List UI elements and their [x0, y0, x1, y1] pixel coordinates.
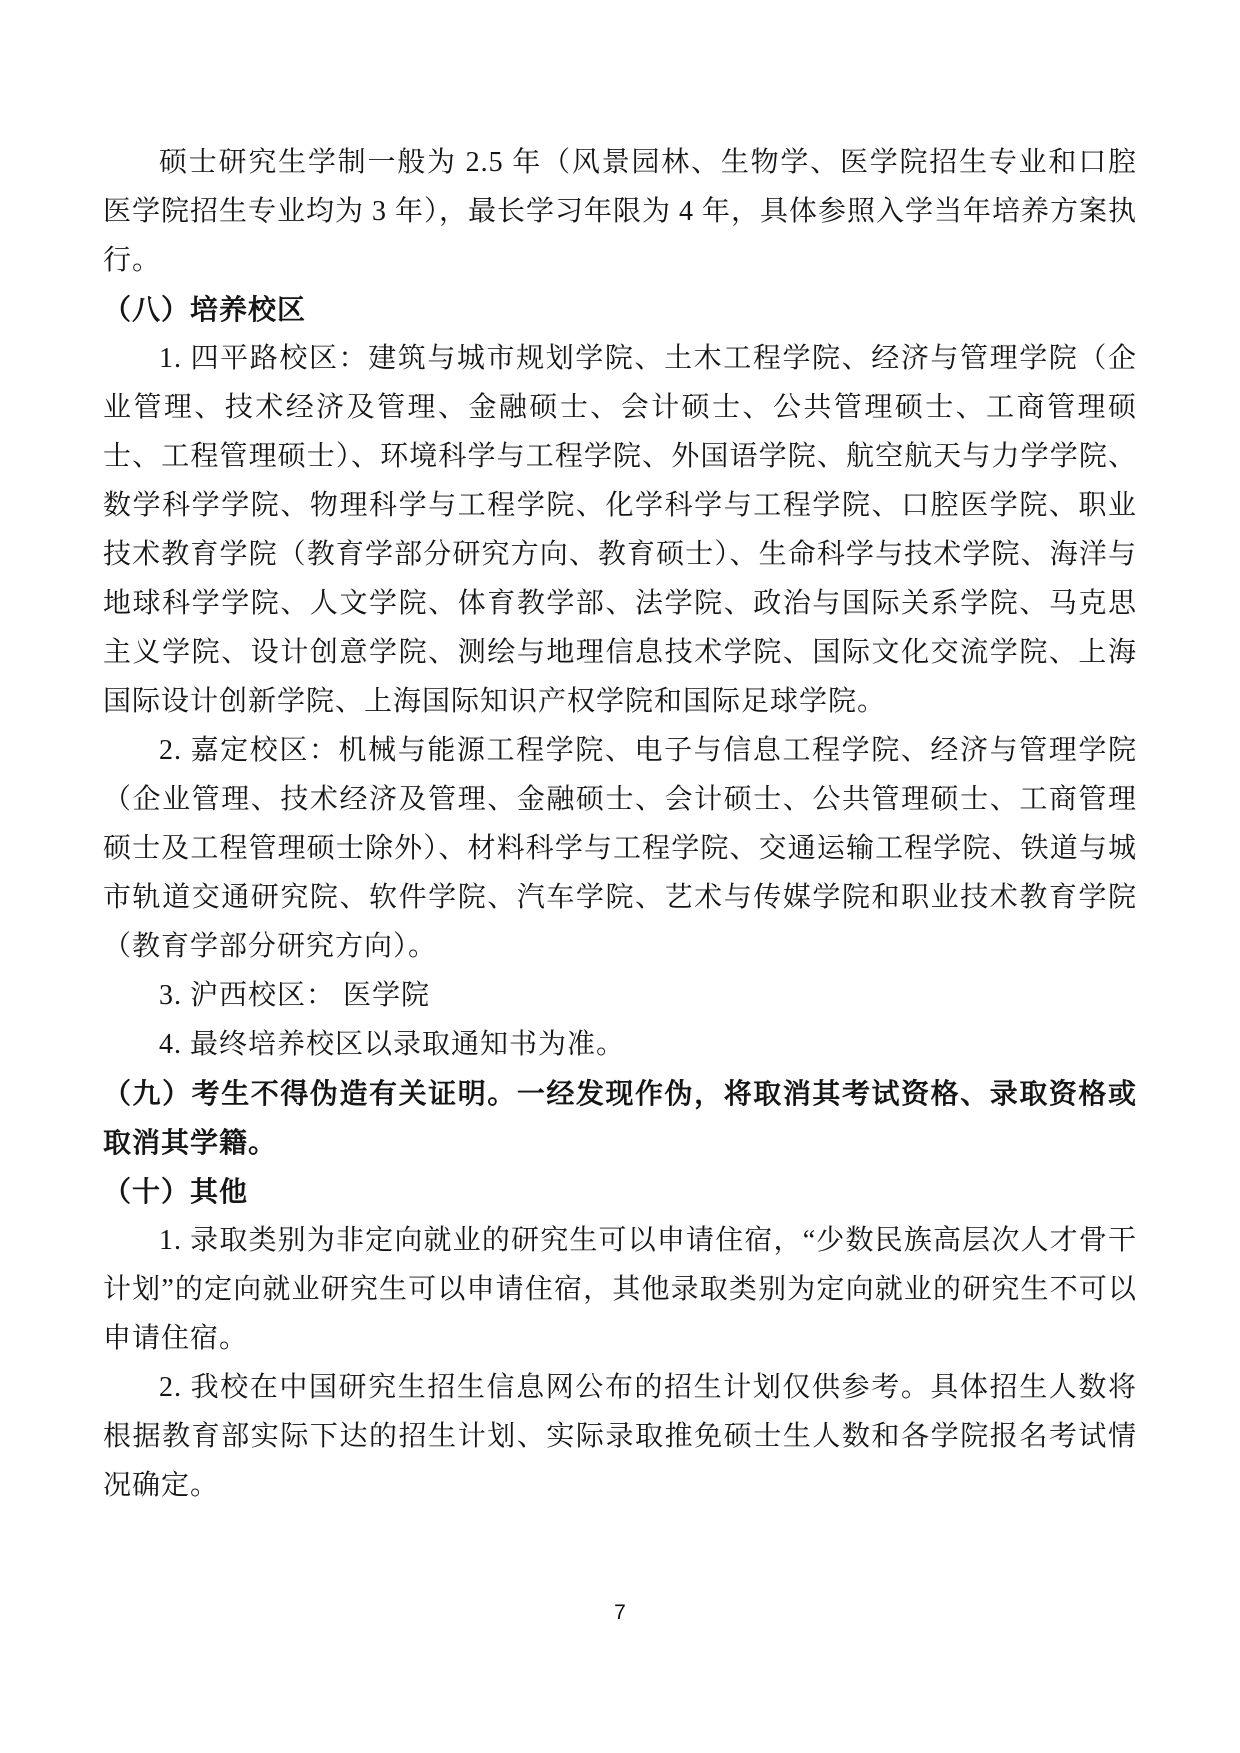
para-housing-policy: 1. 录取类别为非定向就业的研究生可以申请住宿，“少数民族高层次人才骨干计划”的定向就业研究生可以申请住宿，其他录取类别为定向就业的研究生不可以申请住宿。 [103, 1225, 1137, 1354]
para-siping-road-campus: 1. 四平路校区：建筑与城市规划学院、土木工程学院、经济与管理学院（企业管理、技术经济及管理、金融硕士、会计硕士、公共管理硕士、工商管理硕士、工程管理硕士）、环境科学与工程学院、外国语学院、航空航天与力学学院、数学科学学院、物理科学与工程学院、化学科学与工程学院、口腔医学院、职业技术教育学院（教育学部分研究方向、教育硕士）、生命科学与技术学院、海洋与地球科学学院、人文学院、体育教学部、法学院、政治与国际关系学院、马克思主义学院、设计创意学院、测绘与地理信息技术学院、国际文化交流学院、上海国际设计创新学院、上海国际知识产权学院和国际足球学院。 [103, 343, 1137, 717]
para-final-campus-notice: 4. 最终培养校区以录取通知书为准。 [159, 1029, 626, 1060]
heading-section-9-no-forgery: （九）考生不得伪造有关证明。一经发现作伪，将取消其考试资格、录取资格或取消其学籍。 [103, 1078, 1137, 1158]
heading-section-8-training-campuses: （八）培养校区 [103, 294, 307, 325]
para-huxi-campus: 3. 沪西校区： 医学院 [159, 980, 431, 1011]
document-content [103, 138, 1137, 1510]
page-number: 7 [614, 1601, 626, 1624]
para-enrollment-plan: 2. 我校在中国研究生招生信息网公布的招生计划仅供参考。具体招生人数将根据教育部实际下达的招生计划、实际录取推免硕士生人数和各学院报名考试情况确定。 [103, 1372, 1137, 1501]
para-jiading-campus: 2. 嘉定校区：机械与能源工程学院、电子与信息工程学院、经济与管理学院（企业管理、技术经济及管理、金融硕士、会计硕士、公共管理硕士、工商管理硕士及工程管理硕士除外）、材料科学与工程学院、交通运输工程学院、铁道与城市轨道交通研究院、软件学院、汽车学院、艺术与传媒学院和职业技术教育学院（教育学部分研究方向）。 [103, 735, 1137, 962]
para-study-duration: 硕士研究生学制一般为 2.5 年（风景园林、生物学、医学院招生专业和口腔医学院招生专业均为 3 年），最长学习年限为 4 年，具体参照入学当年培养方案执行。 [103, 147, 1138, 276]
heading-section-10-others: （十）其他 [103, 1176, 249, 1207]
